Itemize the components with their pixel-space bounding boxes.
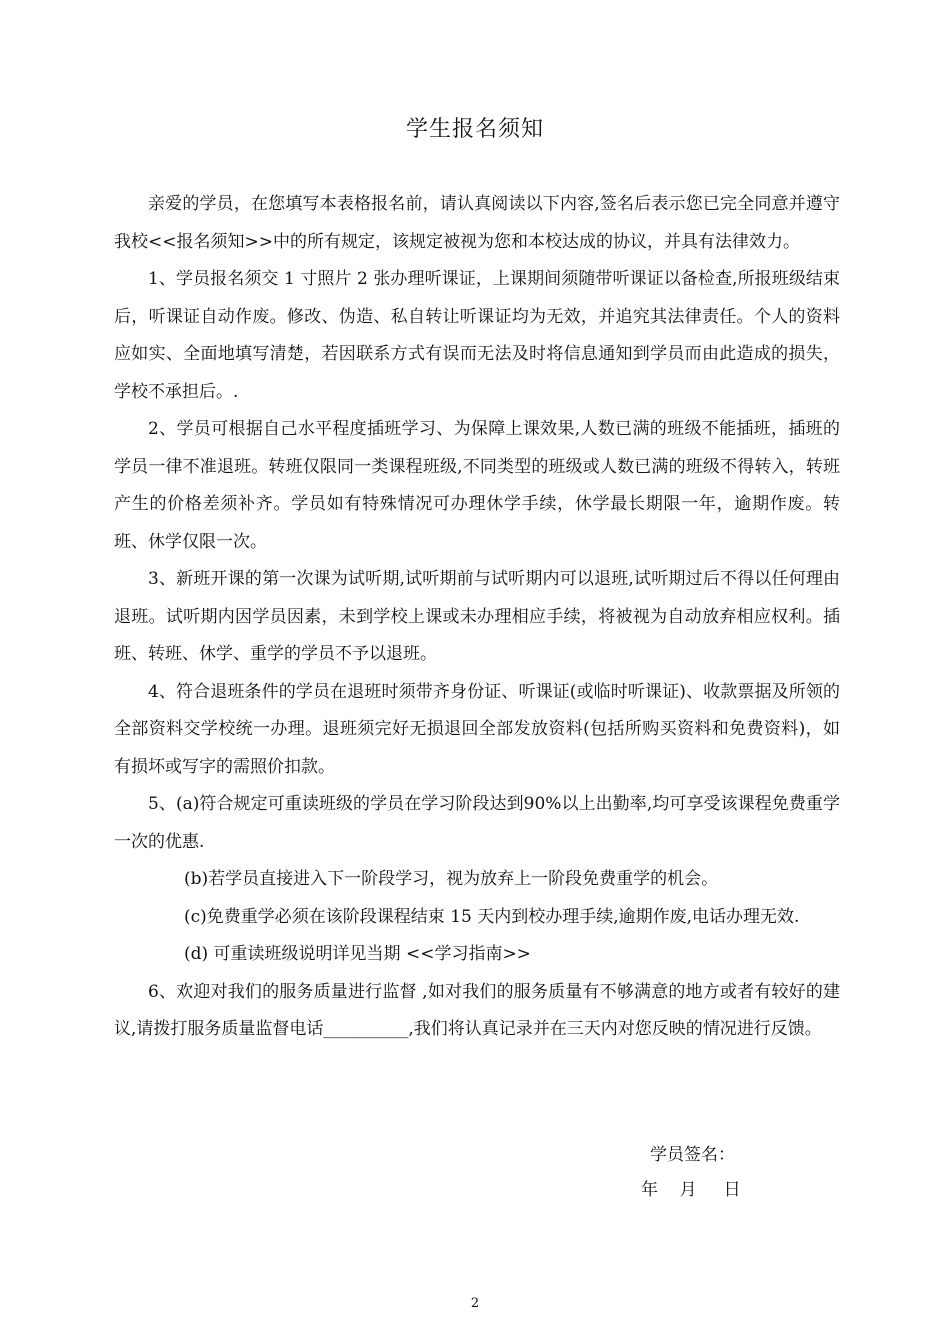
page-title: 学生报名须知: [405, 117, 544, 142]
rule-4-paragraph: 4、符合退班条件的学员在退班时须带齐身份证、听课证(或临时听课证)、收款票据及所领的全部资料交学校统一办理。退班须完好无损退回全部发放资料(包括所购买资料和免费资料)，如有损坏或写字的需照价扣款。: [114, 681, 840, 777]
rule-2-paragraph: 2、学员可根据自己水平程度插班学习、为保障上课效果,人数已满的班级不能插班，插班的学员一律不准退班。转班仅限同一类课程班级,不同类型的班级或人数已满的班级不得转入，转班产生的价格差须补齐。学员如有特殊情况可办理休学手续，休学最长期限一年，逾期作废。转班、休学仅限一次。: [114, 419, 840, 552]
signature-label: 学员签名：: [650, 1145, 735, 1165]
notice-body: [114, 186, 840, 1049]
rule-3-paragraph: 3、新班开课的第一次课为试听期,试听期前与试听期内可以退班,试听期过后不得以任何理由退班。试听期内因学员因素，未到学校上课或未办理相应手续，将被视为自动放弃相应权利。插班、转班、休学、重学的学员不予以退班。: [114, 569, 840, 664]
rule-5b-paragraph: (b)若学员直接进入下一阶段学习，视为放弃上一阶段免费重学的机会。: [184, 869, 719, 889]
date-label: 年 月 日: [641, 1180, 741, 1200]
rule-5d-paragraph: (d) 可重读班级说明详见当期 <<学习指南>>: [184, 944, 531, 964]
intro-paragraph: 亲爱的学员，在您填写本表格报名前，请认真阅读以下内容,签名后表示您已完全同意并遵守我校<<报名须知>>中的所有规定，该规定被视为您和本校达成的协议，并具有法律效力。: [114, 194, 840, 252]
page-number: 2: [470, 1296, 480, 1311]
rule-5c-paragraph: (c)免费重学必须在该阶段课程结束 15 天内到校办理手续,逾期作废,电话办理无效.: [184, 906, 800, 927]
rule-5a-paragraph: 5、(a)符合规定可重读班级的学员在学习阶段达到90%以上出勤率,均可享受该课程免费重学一次的优惠.: [114, 794, 840, 852]
rule-6-paragraph: 6、欢迎对我们的服务质量进行监督 ,如对我们的服务质量有不够满意的地方或者有较好的建议,请拨打服务质量监督电话__________,我们将认真记录并在三天内对您反映的情况进行反馈。: [114, 981, 840, 1039]
rule-1-paragraph: 1、学员报名须交 1 寸照片 2 张办理听课证，上课期间须随带听课证以备检查,所报班级结束后，听课证自动作废。修改、伪造、私自转让听课证均为无效，并追究其法律责任。个人的资料应如实、全面地填写清楚，若因联系方式有误而无法及时将信息通知到学员而由此造成的损失，学校不承担后。.: [114, 269, 840, 402]
